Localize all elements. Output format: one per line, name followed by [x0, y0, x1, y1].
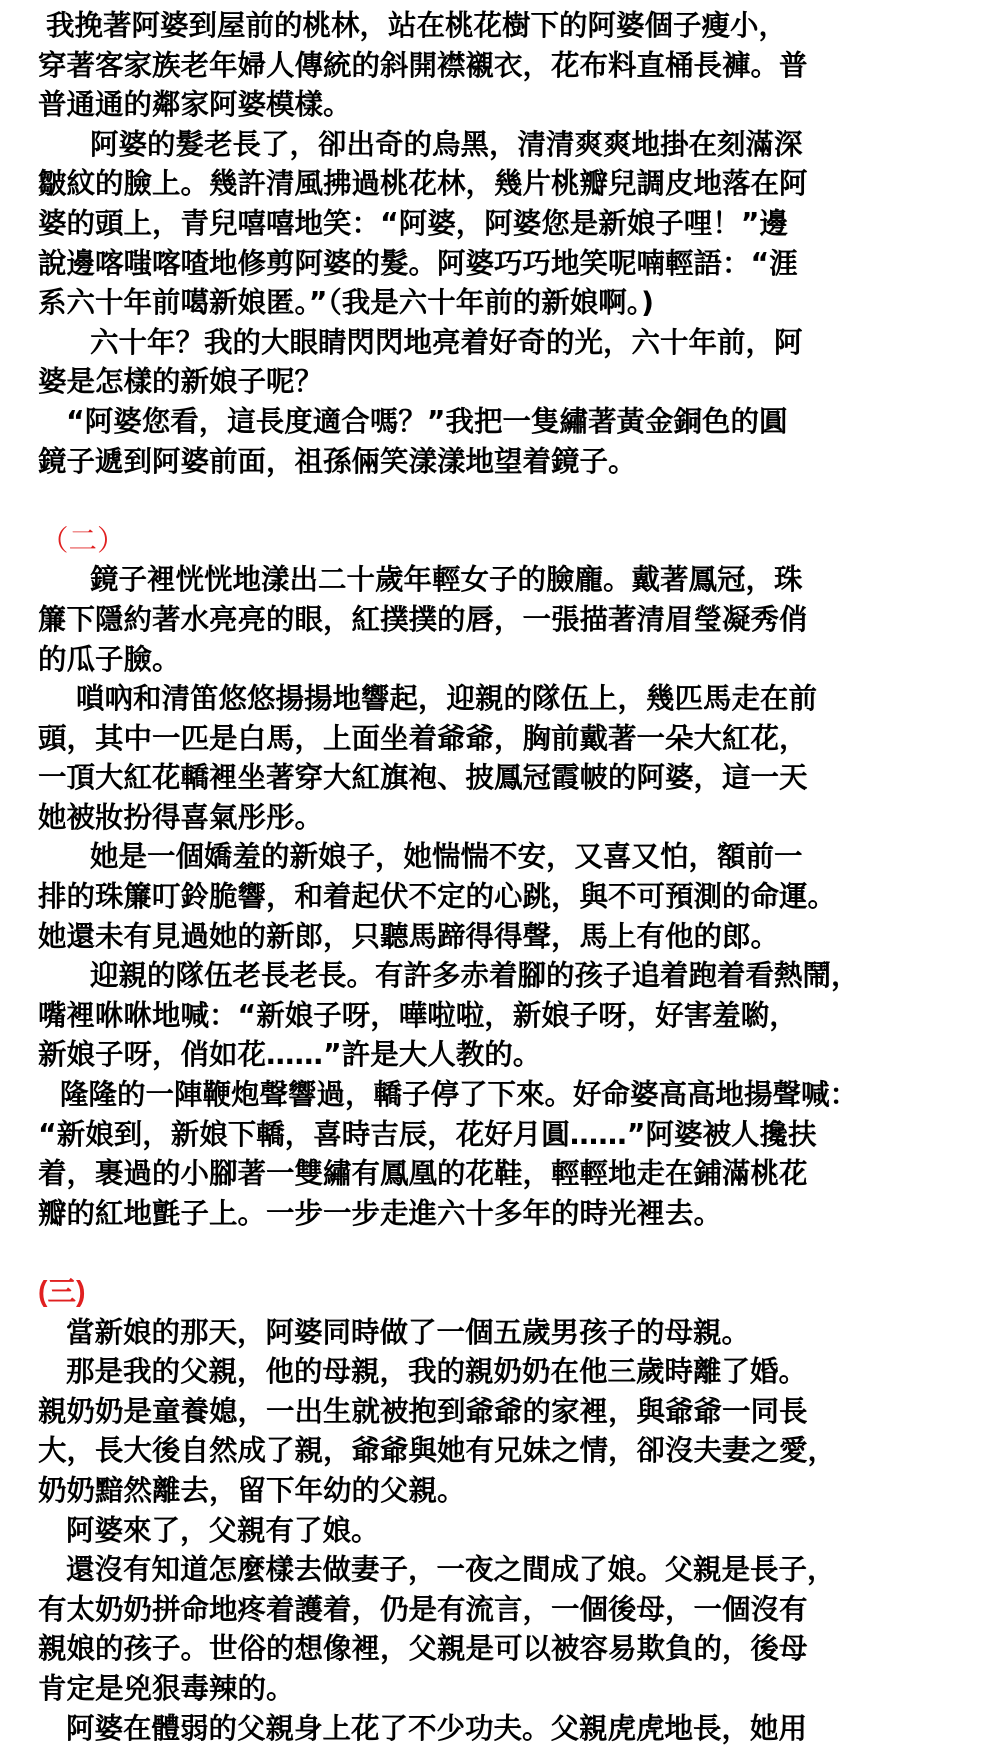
text-line: 鏡子裡恍恍地漾出二十歲年輕女子的臉龐。戴著鳳冠，珠: [90, 563, 803, 597]
text-line: 當新娘的那天，阿婆同時做了一個五歲男孩子的母親。: [66, 1315, 751, 1349]
text-line: 六十年？我的大眼睛閃閃地亮着好奇的光，六十年前，阿: [90, 325, 803, 359]
text-line: 頭，其中一匹是白馬，上面坐着爺爺，胸前戴著一朵大紅花，: [38, 721, 808, 755]
text-line: “新娘到，新娘下轎，喜時吉辰，花好月圓……”阿婆被人攙扶: [38, 1117, 817, 1151]
text-line: 隆隆的一陣鞭炮聲響過，轎子停了下來。好命婆高高地揚聲喊：: [60, 1078, 859, 1112]
text-line: 着，裹過的小腳著一雙繡有鳳凰的花鞋，輕輕地走在鋪滿桃花: [38, 1157, 808, 1191]
text-line: 親娘的孩子。世俗的想像裡，父親是可以被容易欺負的，後母: [38, 1632, 808, 1666]
text-line: 說邊喀嗤喀喳地修剪阿婆的髮。阿婆巧巧地笑呢喃輕語：“涯: [38, 246, 798, 280]
section-heading: （二）: [40, 523, 126, 557]
text-line: 那是我的父親，他的母親，我的親奶奶在他三歲時離了婚。: [66, 1355, 808, 1389]
text-line: 她被妝扮得喜氣彤彤。: [38, 800, 324, 834]
text-line: 迎親的隊伍老長老長。有許多赤着腳的孩子追着跑着看熱鬧，: [90, 959, 860, 993]
text-line: 皺紋的臉上。幾許清風拂過桃花林，幾片桃瓣兒調皮地落在阿: [38, 167, 808, 201]
text-line: 排的珠簾叮鈴脆響，和着起伏不定的心跳，與不可預測的命運。: [38, 880, 837, 914]
text-line: 普通通的鄰家阿婆模樣。: [38, 88, 352, 122]
text-line: 嗩吶和清笛悠悠揚揚地響起，迎親的隊伍上，幾匹馬走在前: [76, 682, 818, 716]
text-line: 系六十年前噶新娘匿。”（我是六十年前的新娘啊。): [38, 286, 655, 320]
text-line: 穿著客家族老年婦人傳統的斜開襟襯衣，花布料直桶長褲。普: [38, 48, 808, 82]
text-line: 婆的頭上，青兒嘻嘻地笑：“阿婆，阿婆您是新娘子哩！”邊: [38, 206, 788, 240]
section-1: [38, 6, 988, 481]
text-line: 我挽著阿婆到屋前的桃林，站在桃花樹下的阿婆個子瘦小，: [46, 9, 788, 42]
text-line: 一頂大紅花轎裡坐著穿大紅旗袍、披鳳冠霞帔的阿婆，這一天: [38, 761, 808, 795]
spacer: [38, 481, 988, 521]
text-line: 阿婆在體弱的父親身上花了不少功夫。父親虎虎地長，她用: [66, 1711, 808, 1745]
text-line: 新娘子呀，俏如花……”許是大人教的。: [38, 1038, 542, 1072]
text-line: 的瓜子臉。: [38, 642, 181, 676]
text-line: 大，長大後自然成了親，爺爺與她有兄妹之情，卻沒夫妻之愛，: [38, 1434, 837, 1468]
section-heading: (三): [38, 1276, 86, 1308]
document-page: [38, 6, 988, 1748]
text-line: 婆是怎樣的新娘子呢？: [38, 365, 324, 399]
text-line: 瓣的紅地氈子上。一步一步走進六十多年的時光裡去。: [38, 1196, 723, 1230]
section-2: [38, 521, 988, 1234]
text-line: 奶奶黯然離去，留下年幼的父親。: [38, 1473, 466, 1507]
section-3: [38, 1273, 988, 1748]
text-line: 鏡子遞到阿婆前面，祖孫倆笑漾漾地望着鏡子。: [38, 444, 637, 478]
text-line: “阿婆您看，這長度適合嗎？”我把一隻繡著黃金銅色的圓: [66, 404, 788, 438]
text-line: 她還未有見過她的新郎，只聽馬蹄得得聲，馬上有他的郎。: [38, 919, 780, 953]
text-line: 阿婆來了，父親有了娘。: [66, 1513, 380, 1547]
text-line: 她是一個嬌羞的新娘子，她惴惴不安，又喜又怕，額前一: [90, 840, 803, 874]
text-line: 親奶奶是童養媳，一出生就被抱到爺爺的家裡，與爺爺一同長: [38, 1394, 808, 1428]
text-line: 嘴裡咻咻地喊：“新娘子呀，嘩啦啦，新娘子呀，好害羞喲，: [38, 998, 798, 1032]
text-line: 肯定是兇狠毒辣的。: [38, 1671, 295, 1705]
text-line: 阿婆的髮老長了，卻出奇的烏黑，清清爽爽地掛在刻滿深: [90, 127, 803, 161]
spacer: [38, 1233, 988, 1273]
text-line: 簾下隱約著水亮亮的眼，紅撲撲的唇，一張描著清眉瑩凝秀俏: [38, 602, 808, 636]
text-line: 還沒有知道怎麼樣去做妻子，一夜之間成了娘。父親是長子，: [66, 1553, 836, 1587]
text-line: 有太奶奶拼命地疼着護着，仍是有流言，一個後母，一個沒有: [38, 1592, 808, 1626]
